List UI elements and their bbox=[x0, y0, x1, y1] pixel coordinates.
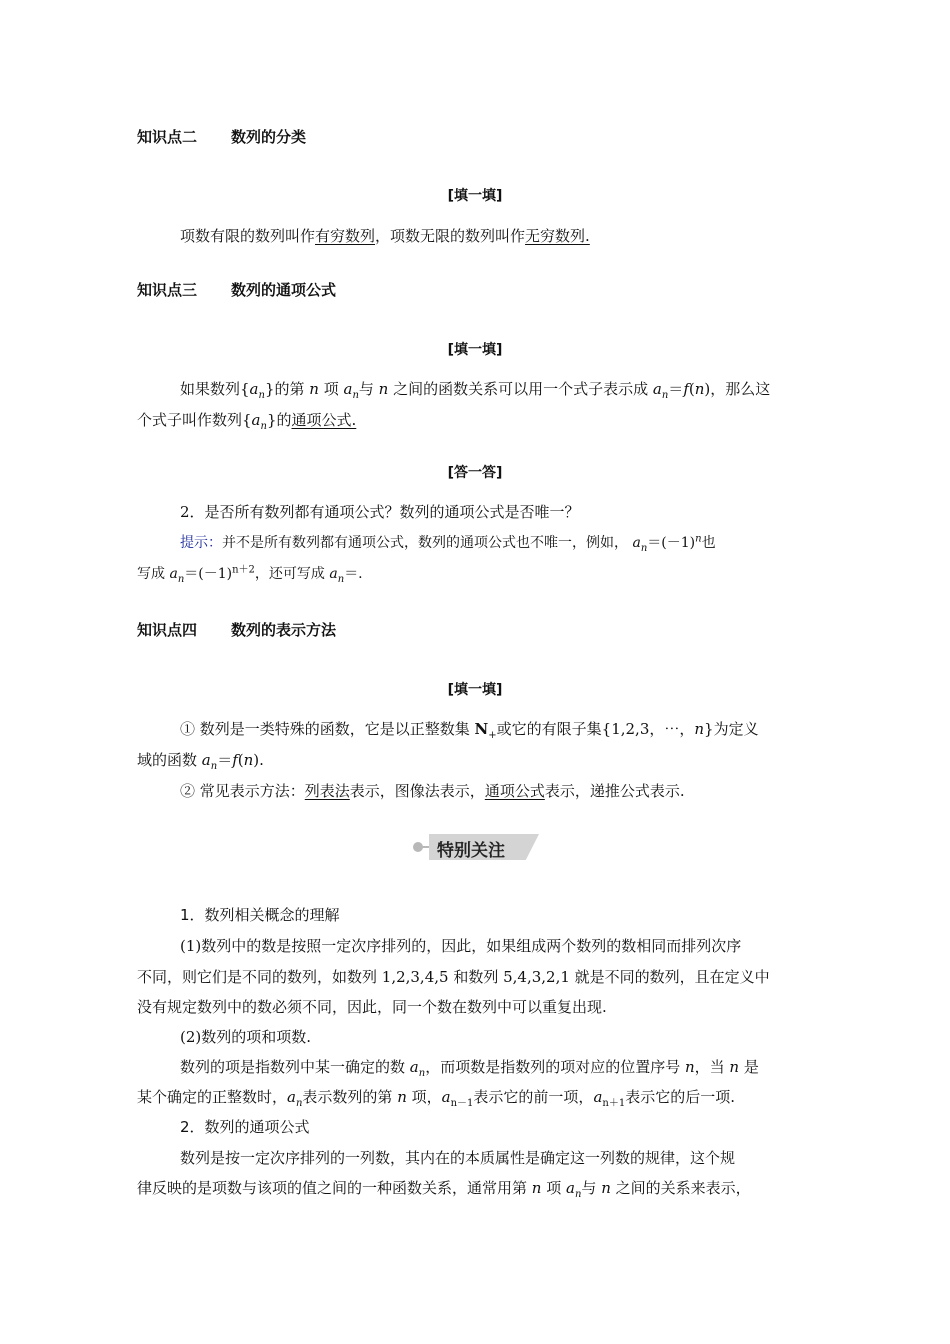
paragraph-k2 bbox=[180, 226, 590, 246]
text: 之间的关系来表示， bbox=[610, 1179, 751, 1197]
section-heading-k4 bbox=[137, 620, 336, 640]
special-p3-line1 bbox=[180, 1057, 759, 1077]
text: 与 bbox=[581, 1179, 602, 1197]
text: 之间的函数关系可以用一个式子表示成 bbox=[388, 380, 653, 398]
var: n bbox=[295, 1098, 303, 1109]
special-heading-2: 2．数列的通项公式 bbox=[180, 1118, 310, 1136]
text: 数列的项是指数列中某一确定的数 bbox=[180, 1058, 410, 1076]
paragraph-k4-line3 bbox=[180, 781, 685, 801]
var: n bbox=[531, 1179, 542, 1197]
answer-underline: 无穷数列. bbox=[525, 227, 590, 245]
section-heading-k3 bbox=[137, 280, 336, 300]
var: n bbox=[601, 1179, 611, 1197]
text: ＝ bbox=[217, 751, 233, 769]
paragraph-k3-line2 bbox=[137, 410, 356, 430]
text: 项数有限的数列叫作 bbox=[180, 227, 316, 245]
var: n bbox=[352, 390, 359, 401]
text: 写成 bbox=[137, 566, 170, 582]
text: 表示它的后一项. bbox=[625, 1088, 735, 1106]
var: n bbox=[309, 380, 319, 398]
text: )，那么这 bbox=[704, 380, 771, 398]
var: n bbox=[258, 390, 265, 401]
var: a bbox=[652, 380, 662, 398]
hint-line1 bbox=[180, 533, 716, 553]
var: n bbox=[640, 542, 648, 554]
special-p3-line2 bbox=[137, 1087, 735, 1107]
text: }的第 bbox=[264, 380, 310, 398]
special-p5-line1: 数列是按一定次序排列的一列数，其内在的本质属性是确定这一列数的规律，这个规 bbox=[180, 1149, 736, 1167]
natural-set: N bbox=[474, 720, 489, 738]
var: n bbox=[210, 761, 218, 772]
banner-dot-icon bbox=[413, 842, 423, 852]
text: ，而项数是指数列的项对应的位置序号 bbox=[425, 1058, 685, 1076]
special-heading-1: 1．数列相关概念的理解 bbox=[180, 906, 340, 924]
section-number: 知识点三 bbox=[137, 281, 198, 299]
text: 律反映的是项数与该项的值之间的一种函数关系，通常用第 bbox=[137, 1179, 532, 1197]
var: n bbox=[574, 1189, 582, 1200]
text: ＝(－1) bbox=[184, 566, 233, 582]
answer-underline: 通项公式. bbox=[291, 411, 357, 429]
text: 表示数列的第 bbox=[302, 1088, 398, 1106]
text: 或它的有限子集{1,2,3，⋯， bbox=[496, 720, 695, 738]
var: a bbox=[169, 566, 178, 582]
text: ，当 bbox=[694, 1058, 730, 1076]
var: n bbox=[177, 573, 185, 585]
text: 某个确定的正整数时， bbox=[137, 1088, 288, 1106]
exponent: n＋2 bbox=[232, 564, 255, 576]
var: n bbox=[661, 390, 669, 401]
text: 项 bbox=[318, 380, 344, 398]
text: ，还可写成 bbox=[254, 566, 330, 582]
special-p1-line3: 没有规定数列中的数必须不同，因此，同一个数在数列中可以重复出现. bbox=[137, 998, 607, 1016]
var: a bbox=[343, 380, 353, 398]
var: n bbox=[243, 751, 254, 769]
var: n bbox=[729, 1058, 740, 1076]
text: 表示，图像法表示， bbox=[349, 782, 485, 800]
text: 并不是所有数列都有通项公式，数列的通项公式也不唯一，例如， bbox=[222, 535, 628, 551]
text: ① 数列是一类特殊的函数，它是以正整数集 bbox=[180, 720, 475, 738]
var: a bbox=[329, 566, 338, 582]
var: n bbox=[684, 1058, 695, 1076]
var: a bbox=[409, 1058, 419, 1076]
text: 是 bbox=[739, 1058, 759, 1076]
hint-label: 提示： bbox=[180, 535, 222, 551]
var: n bbox=[694, 380, 705, 398]
special-attention-banner bbox=[413, 834, 539, 860]
var: a bbox=[632, 535, 641, 551]
text: 项， bbox=[406, 1088, 442, 1106]
var: n bbox=[694, 720, 705, 738]
text: 与 bbox=[358, 380, 379, 398]
subscript: n－1 bbox=[450, 1098, 474, 1109]
text: 个式子叫作数列{ bbox=[137, 411, 252, 429]
var: n bbox=[418, 1068, 426, 1079]
text: ( bbox=[688, 380, 695, 398]
banner-title: 特别关注 bbox=[437, 841, 505, 861]
var: n bbox=[337, 573, 345, 585]
text: ＝. bbox=[344, 566, 363, 582]
section-heading-k2 bbox=[137, 127, 306, 147]
special-p5-line2 bbox=[137, 1178, 751, 1198]
text: ，项数无限的数列叫作 bbox=[375, 227, 526, 245]
answer-underline: 通项公式 bbox=[484, 782, 545, 800]
fill-label: [填一填] bbox=[447, 342, 503, 358]
text: 如果数列{ bbox=[180, 380, 250, 398]
text: 项 bbox=[541, 1179, 566, 1197]
var: a bbox=[441, 1088, 451, 1106]
text: ＝ bbox=[668, 380, 684, 398]
var: a bbox=[249, 380, 259, 398]
section-number: 知识点四 bbox=[137, 621, 198, 639]
var: a bbox=[566, 1179, 575, 1197]
var: f bbox=[683, 380, 689, 398]
subscript: + bbox=[488, 730, 497, 741]
subscript: n＋1 bbox=[602, 1098, 626, 1109]
fill-label: [填一填] bbox=[447, 188, 503, 204]
special-p1-line1: (1)数列中的数是按照一定次序排列的，因此，如果组成两个数列的数相同而排列次序 bbox=[180, 937, 742, 955]
text: }为定义 bbox=[704, 720, 759, 738]
answer-label: [答一答] bbox=[447, 465, 503, 481]
answer-underline: 有穷数列 bbox=[315, 227, 376, 245]
text: 域的函数 bbox=[137, 751, 202, 769]
text: ( bbox=[237, 751, 244, 769]
var: n bbox=[378, 380, 389, 398]
section-number: 知识点二 bbox=[137, 128, 198, 146]
text: }的 bbox=[266, 411, 292, 429]
var: a bbox=[287, 1088, 296, 1106]
var: a bbox=[251, 411, 261, 429]
special-p1-line2: 不同，则它们是不同的数列，如数列 1,2,3,4,5 和数列 5,4,3,2,1 就是不同的数列，且在定义中 bbox=[137, 968, 770, 986]
special-p2: (2)数列的项和项数. bbox=[180, 1028, 312, 1046]
var: n bbox=[260, 421, 267, 432]
section-title: 数列的分类 bbox=[231, 128, 307, 146]
var: n bbox=[397, 1088, 407, 1106]
text: 表示它的前一项， bbox=[473, 1088, 594, 1106]
hint-line2 bbox=[137, 564, 363, 584]
paragraph-k4-line1 bbox=[180, 719, 759, 739]
var: n bbox=[695, 533, 702, 545]
text: 表示，递推公式表示. bbox=[544, 782, 685, 800]
question-2: 2．是否所有数列都有通项公式？数列的通项公式是否唯一？ bbox=[180, 503, 580, 521]
text: ). bbox=[253, 751, 264, 769]
fill-label: [填一填] bbox=[447, 682, 503, 698]
var: a bbox=[201, 751, 211, 769]
paragraph-k3-line1 bbox=[180, 379, 770, 399]
var: f bbox=[232, 751, 238, 769]
section-title: 数列的通项公式 bbox=[231, 281, 337, 299]
text: ＝(－1) bbox=[647, 535, 696, 551]
var: a bbox=[593, 1088, 603, 1106]
answer-underline: 列表法 bbox=[304, 782, 350, 800]
section-title: 数列的表示方法 bbox=[231, 621, 337, 639]
paragraph-k4-line2 bbox=[137, 750, 264, 770]
text: 也 bbox=[701, 535, 716, 551]
text: ② 常见表示方法： bbox=[180, 782, 305, 800]
